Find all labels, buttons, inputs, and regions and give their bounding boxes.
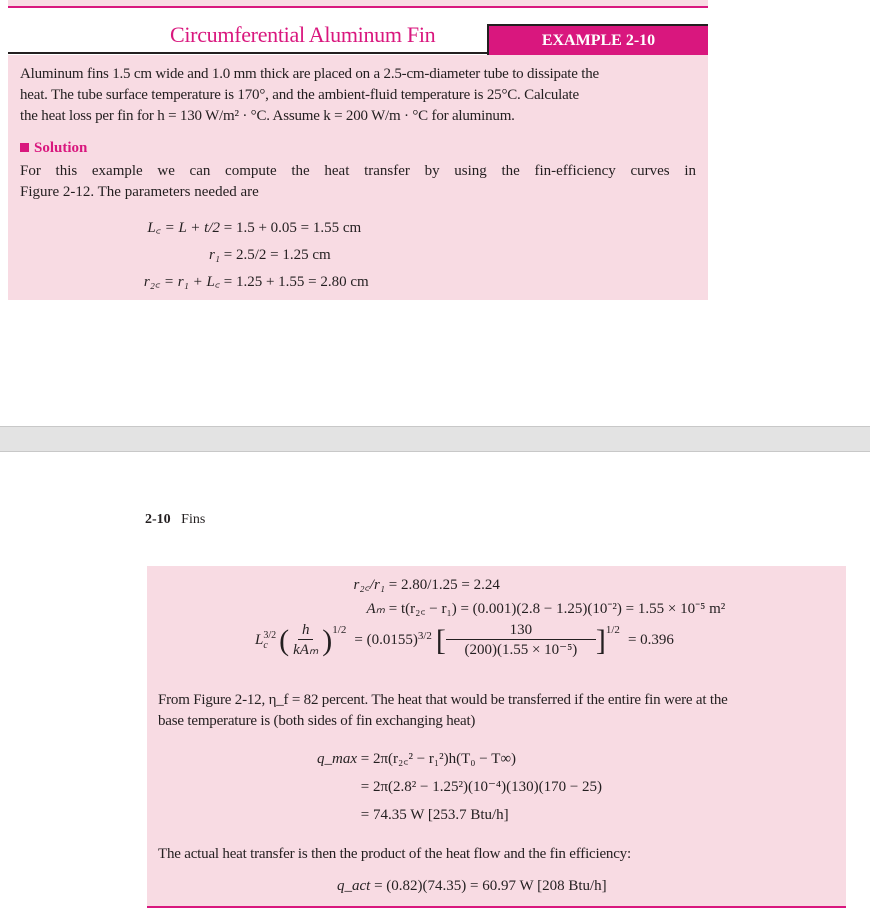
equation-rhs: = 1.25 + 1.55 = 2.80 cm [223, 274, 369, 290]
equation-lhs: r₂꜀ = r₁ + L꜀ [143, 274, 220, 290]
equation-qmax [247, 745, 602, 773]
lc-symbol: L [255, 632, 264, 648]
numerator: 130 [446, 622, 596, 640]
equation-qact [337, 878, 607, 895]
equation-rhs: = 2.80/1.25 = 2.24 [388, 577, 500, 593]
example-continuation-box [147, 566, 846, 906]
equation-rhs: = (0.82)(74.35) = 60.97 W [208 Btu/h] [374, 878, 607, 894]
bracket-fraction [446, 622, 596, 659]
equation-am [247, 598, 725, 618]
equation-qmax-result [247, 801, 602, 829]
solution-line: For this example we can compute the heat transfer by using the fin-efficiency curves in [20, 163, 696, 179]
exponent: 1/2 [332, 624, 347, 636]
bottom-rule [147, 906, 846, 908]
numerator: h [298, 622, 314, 640]
exponent: 3/2 [263, 629, 277, 641]
equation-rhs: = t(r₂꜀ − r₁) = (0.001)(2.8 − 1.25)(10⁻²) = 1.55 × 10⁻⁵ m² [388, 601, 726, 617]
equation-rhs: = 74.35 W [253.7 Btu/h] [360, 807, 509, 823]
right-paren: ) [322, 623, 333, 657]
equation-rhs: = 2π(2.8² − 1.25²)(10⁻⁴)(130)(170 − 25) [360, 779, 603, 795]
equation-lhs: r₂꜀/r₁ [353, 577, 385, 593]
top-rule [8, 6, 708, 8]
equation-ratio [247, 574, 500, 594]
actual-heat-sentence: The actual heat transfer is then the product of the heat flow and the fin efficiency: [158, 846, 631, 862]
solution-heading-text: Solution [34, 140, 88, 156]
equation-lhs: r₁ [208, 247, 220, 263]
left-bracket: [ [435, 623, 446, 657]
example-title: Circumferential Aluminum Fin [170, 22, 436, 47]
left-paren: ( [279, 623, 290, 657]
solution-text [20, 161, 696, 203]
paragraph-line: base temperature is (both sides of fin exchanging heat) [158, 713, 476, 729]
equation-mid: = (0.0155) [354, 632, 418, 648]
example-label-box [487, 24, 708, 55]
problem-line: the heat loss per fin for h = 130 W/m² · °C. Assume k = 200 W/m · °C for aluminum. [20, 108, 515, 124]
denominator: kAₘ [293, 642, 319, 658]
equation-r1 [108, 242, 369, 269]
equation-lc [108, 215, 369, 242]
equation-r2c [108, 269, 369, 296]
parameter-equations [108, 215, 369, 296]
running-header [145, 512, 205, 528]
equation-lhs: q_max [317, 751, 357, 767]
section-number: 2-10 [145, 512, 171, 527]
exponent: 3/2 [417, 630, 432, 642]
inner-fraction [289, 622, 322, 659]
denominator: (200)(1.55 × 10⁻⁵) [464, 642, 578, 658]
equation-rhs: = 1.5 + 0.05 = 1.55 cm [223, 220, 362, 236]
problem-line: heat. The tube surface temperature is 170°, and the ambient-fluid temperature is 25°C. Calculate [20, 87, 579, 103]
problem-line: Aluminum fins 1.5 cm wide and 1.0 mm thick are placed on a 2.5-cm-diameter tube to dissipate the [20, 66, 599, 82]
qmax-equations [247, 745, 602, 829]
equation-lhs: q_act [337, 878, 371, 894]
equation-lhs: L꜀ = L + t/2 [147, 220, 220, 236]
right-bracket: ] [595, 623, 606, 657]
paragraph-line: From Figure 2-12, η_f = 82 percent. The heat that would be transferred if the entire fin were at the [158, 692, 728, 708]
problem-statement [20, 64, 599, 127]
subscript: c [263, 639, 268, 651]
equation-result: = 0.396 [627, 632, 674, 648]
paragraph [158, 690, 728, 732]
equation-rhs: = 2.5/2 = 1.25 cm [223, 247, 331, 263]
page-separator [0, 426, 870, 452]
section-title: Fins [181, 512, 206, 527]
equation-qmax-step [247, 773, 602, 801]
square-bullet-icon [20, 143, 29, 152]
title-underline [8, 52, 488, 54]
solution-line: Figure 2-12. The parameters needed are [20, 184, 259, 200]
example-label: EXAMPLE 2-10 [541, 32, 656, 49]
exponent: 1/2 [605, 624, 620, 636]
equation-lhs: Aₘ [366, 601, 385, 617]
solution-heading [20, 140, 87, 157]
equation-parameter [255, 622, 674, 659]
equation-rhs: = 2π(r₂꜀² − r₁²)h(T₀ − T∞) [360, 751, 517, 767]
example-box [8, 55, 708, 300]
